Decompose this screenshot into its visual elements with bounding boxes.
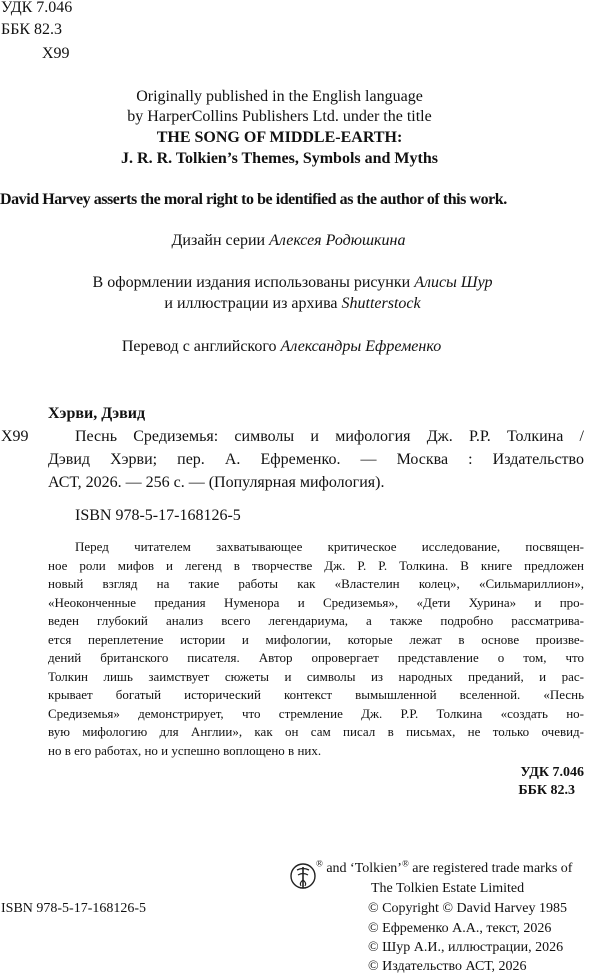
drawings-name: Алисы Шур <box>414 274 493 291</box>
author-mark-top: Х99 <box>42 45 70 62</box>
illustrations-name: Shutterstock <box>341 295 421 312</box>
biblio-author-heading: Хэрви, Дэвид <box>48 405 146 422</box>
biblio-author-mark: Х99 <box>1 428 29 445</box>
annotation-line: крывает богатый исторический контекст вымышленной вселенной. «Песнь <box>48 687 584 702</box>
series-design-name: Алексея Родюшкина <box>269 232 406 249</box>
annotation-line: «Неоконченные предания Нуменора и Средиземья», «Дети Хурина» и про- <box>48 594 584 610</box>
original-title-1: THE SONG OF MIDDLE-EARTH: <box>156 129 403 146</box>
illustrations-prefix: и иллюстрации из архива <box>164 295 342 312</box>
illustrations-credit <box>0 294 588 314</box>
trademark-line-2: The Tolkien Estate Limited <box>371 881 525 896</box>
annotation-line: но в его работах, но и успешно воплощено в них. <box>48 742 322 758</box>
tolkien-monogram-logo <box>288 858 318 896</box>
series-design-credit <box>0 231 584 251</box>
udk-code-top: УДК 7.046 <box>1 0 73 16</box>
annotation-line: дений британского писателя. Автор опровергает представление о том, что <box>48 650 584 665</box>
copyright-line: © Ефременко А.А., текст, 2026 <box>368 921 552 936</box>
moral-right-statement: David Harvey asserts the moral right to be identified as the author of this work. <box>0 191 507 208</box>
copyright-line: © Издательство АСТ, 2026 <box>368 959 527 974</box>
translation-credit <box>0 337 577 357</box>
trademark-line-1 <box>316 860 572 878</box>
trademark-tolkien: and ‘Tolkien’ <box>326 861 402 876</box>
annotation-line: веден глубокий анализ всего легендариума, а также подробно рассматрива- <box>48 613 584 628</box>
series-design-prefix: Дизайн серии <box>171 232 270 249</box>
trademark-registered: ® <box>401 858 409 869</box>
annotation-line: Средиземья» демонстрирует, что стремление Дж. Р.Р. Толкина «создать но- <box>48 705 584 721</box>
trademark-logo-registered: ® <box>316 858 323 869</box>
bbk-code-top: ББК 82.3 <box>1 21 63 38</box>
biblio-line-2: Дэвид Хэрви; пер. А. Ефременко. — Москва : Издательство <box>48 451 584 468</box>
copyright-line: © Шур А.И., иллюстрации, 2026 <box>368 940 564 955</box>
original-line-1: Originally published in the English language <box>136 88 423 105</box>
biblio-line-3: АСТ, 2026. — 256 с. — (Популярная мифология). <box>48 474 385 491</box>
annotation-line: ное роли мифов и легенд в творчестве Дж. Р. Р. Толкина. В книге предложен <box>48 557 584 573</box>
translation-prefix: Перевод с английского <box>121 338 281 355</box>
annotation-line: новый взгляд на такие работы как «Властелин колец», «Сильмариллион», <box>48 576 584 591</box>
original-line-2: by HarperCollins Publishers Ltd. under the title <box>127 108 432 125</box>
annotation-line: Толкин лишь заимствует сюжеты и символы из народных преданий, и рас- <box>48 668 584 684</box>
annotation-line: ется переплетение истории и мифологии, которые лежат в основе произве- <box>48 631 584 647</box>
trademark-rest: are registered trade marks of <box>408 861 573 876</box>
udk-code-bottom: УДК 7.046 <box>520 765 584 780</box>
bbk-code-bottom: ББК 82.3 <box>518 783 575 798</box>
drawings-prefix: В оформлении издания использованы рисунки <box>92 274 415 291</box>
biblio-isbn: ISBN 978-5-17-168126-5 <box>75 507 241 524</box>
original-title-2: J. R. R. Tolkien’s Themes, Symbols and Myths <box>121 150 438 167</box>
annotation-line: вую мифологию для Англии», как он сам писал в письмах, не только очевид- <box>48 724 584 739</box>
annotation-line: Перед читателем захватывающее критическое исследование, посвящен- <box>75 539 584 554</box>
translation-name: Александры Ефременко <box>280 338 442 355</box>
annotation-text <box>48 538 584 768</box>
copyright-line: © Copyright © David Harvey 1985 <box>368 901 567 916</box>
drawings-credit <box>0 273 588 293</box>
biblio-line-1: Песнь Средиземья: символы и мифология Дж. Р.Р. Толкина / <box>75 428 584 445</box>
isbn-bottom: ISBN 978-5-17-168126-5 <box>1 901 147 916</box>
